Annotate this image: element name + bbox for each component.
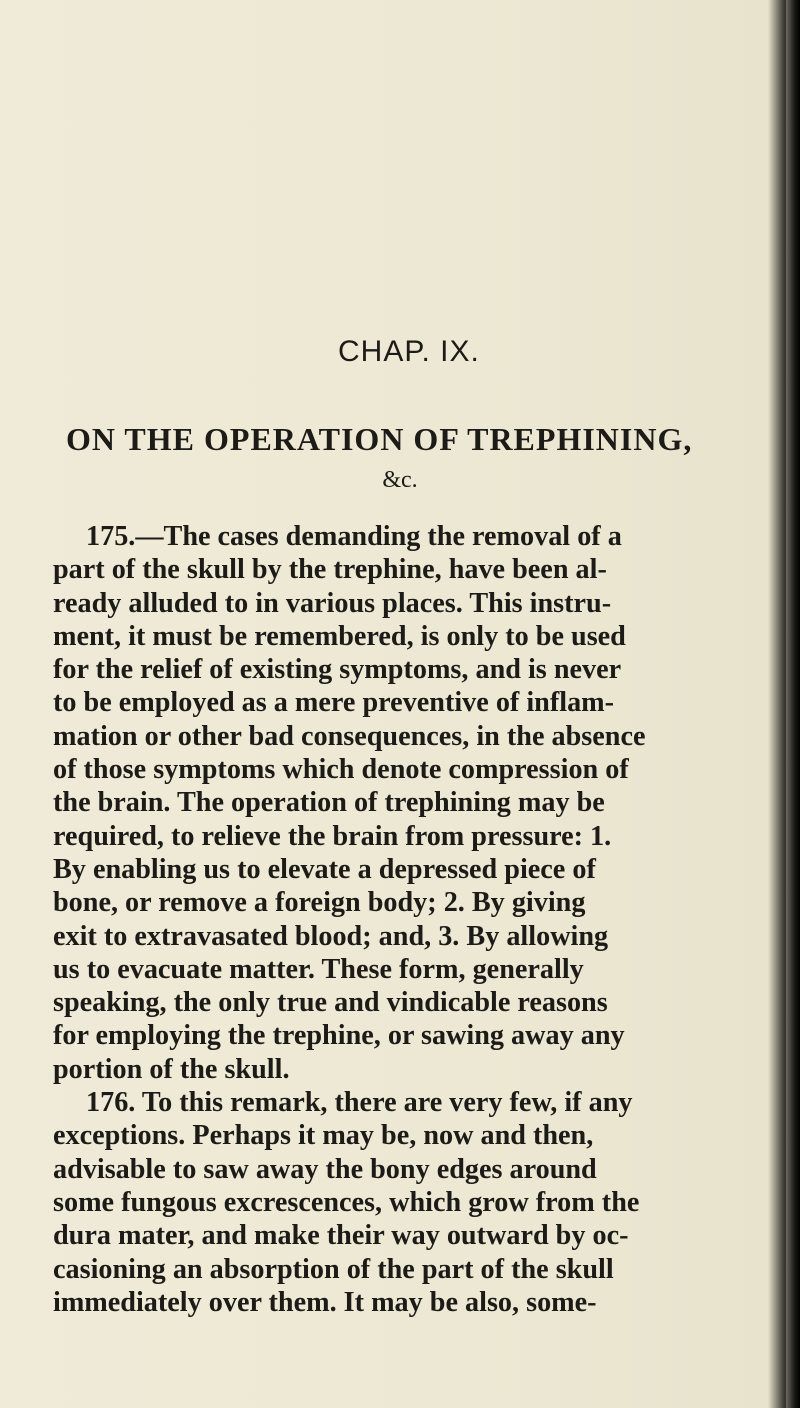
body-line: us to evacuate matter. These form, generally [53, 953, 584, 985]
body-line: ready alluded to in various places. This instru- [53, 587, 612, 619]
body-line: to be employed as a mere preventive of inflam- [53, 687, 615, 719]
body-line: of those symptoms which denote compression of [53, 754, 629, 786]
body-line: speaking, the only true and vindicable reasons [53, 987, 608, 1019]
body-line: portion of the skull. [53, 1053, 290, 1085]
body-line: exit to extravasated blood; and, 3. By allowing [53, 920, 609, 952]
body-line: casioning an absorption of the part of the skull [53, 1253, 614, 1285]
body-line: ment, it must be remembered, is only to be used [53, 620, 626, 652]
body-line: part of the skull by the trephine, have been al- [53, 554, 607, 586]
chapter-heading: CHAP. IX. [338, 335, 480, 368]
body-line: immediately over them. It may be also, some- [53, 1286, 597, 1318]
body-line: the brain. The operation of trephining may be [53, 787, 605, 819]
body-line: 176. To this remark, there are very few, if any [86, 1087, 633, 1119]
body-line: required, to relieve the brain from pressure: 1. [53, 820, 612, 852]
chapter-title: ON THE OPERATION OF TREPHINING, [66, 421, 693, 457]
body-line: mation or other bad consequences, in the absence [53, 720, 646, 752]
body-line: for the relief of existing symptoms, and is never [53, 654, 622, 686]
body-line: for employing the trephine, or sawing away any [53, 1020, 625, 1052]
body-line: By enabling us to elevate a depressed piece of [53, 853, 596, 885]
body-line: 175.—The cases demanding the removal of a [86, 521, 622, 552]
chapter-subtitle: &c. [382, 467, 418, 493]
body-line: dura mater, and make their way outward by oc- [53, 1220, 629, 1252]
body-line: advisable to saw away the bony edges around [53, 1153, 597, 1185]
body-line: exceptions. Perhaps it may be, now and then, [53, 1120, 594, 1152]
page-binding-edge [786, 0, 800, 1408]
body-line: some fungous excrescences, which grow from the [53, 1186, 640, 1218]
body-line: bone, or remove a foreign body; 2. By giving [53, 887, 586, 919]
body-text [53, 520, 783, 1319]
